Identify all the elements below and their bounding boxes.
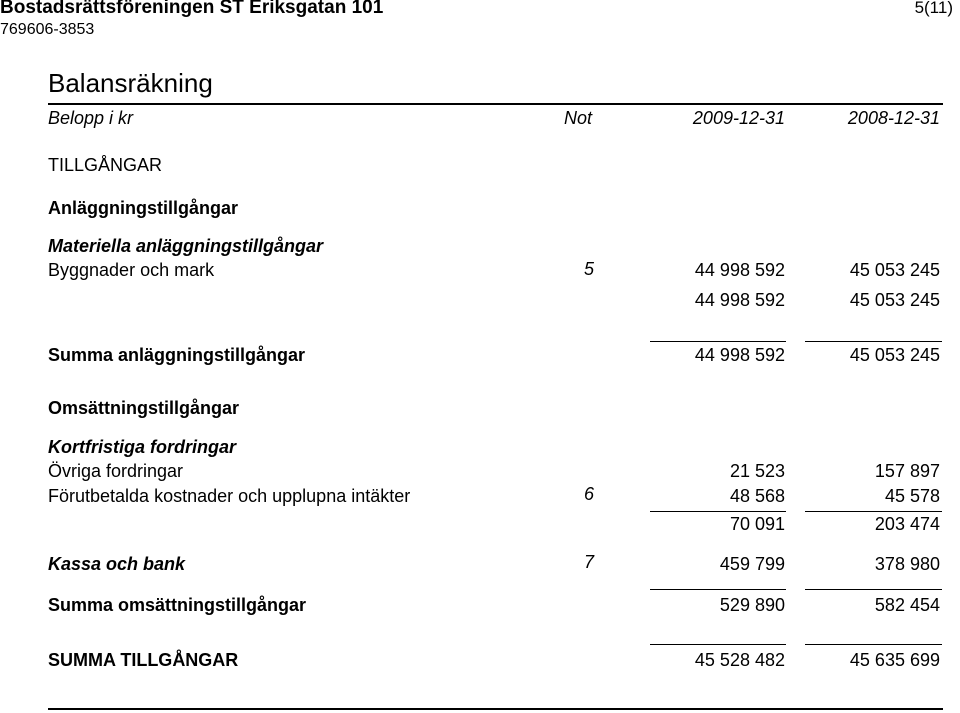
row-value-year2: 45 578 (884, 486, 940, 506)
sum-rule-year1 (650, 341, 786, 342)
organization-number: 769606-3853 (0, 21, 95, 38)
subtotal-year2: 45 053 245 (849, 290, 940, 310)
sum-current-assets-year2: 582 454 (874, 595, 940, 615)
cash-and-bank-year2: 378 980 (874, 554, 940, 574)
sum-current-rule-year2 (805, 589, 942, 590)
row-value-year1: 44 998 592 (694, 260, 785, 280)
organization-name: Bostadsrättsföreningen ST Eriksgatan 101 (0, 0, 384, 18)
bottom-rule (48, 708, 943, 710)
column-header-year2: 2008-12-31 (847, 108, 940, 128)
sum-fixed-assets-year2: 45 053 245 (849, 345, 940, 365)
row-value-year2: 157 897 (874, 461, 940, 481)
subtotal-rule-year2 (805, 511, 942, 512)
sum-fixed-assets-label: Summa anläggningstillgångar (48, 345, 306, 365)
row-label: Byggnader och mark (48, 260, 215, 280)
receivables-subtotal-year2: 203 474 (874, 514, 940, 534)
fixed-assets-heading: Anläggningstillgångar (48, 198, 239, 218)
sum-current-assets-year1: 529 890 (719, 595, 785, 615)
row-label: Övriga fordringar (48, 461, 184, 481)
row-note: 5 (584, 259, 595, 279)
total-rule-year2 (805, 644, 942, 645)
row-value-year1: 21 523 (729, 461, 785, 481)
sum-rule-year2 (805, 341, 942, 342)
receivables-heading: Kortfristiga fordringar (48, 437, 237, 457)
total-assets-year2: 45 635 699 (849, 650, 940, 670)
page-number: 5(11) (914, 0, 953, 17)
tangible-assets-heading: Materiella anläggningstillgångar (48, 236, 324, 256)
row-note: 6 (584, 484, 595, 504)
subtotal-rule-year1 (650, 511, 786, 512)
total-rule-year1 (650, 644, 786, 645)
total-assets-label: SUMMA TILLGÅNGAR (48, 650, 239, 670)
sum-current-assets-label: Summa omsättningstillgångar (48, 595, 307, 615)
cash-and-bank-label: Kassa och bank (48, 554, 186, 574)
total-assets-year1: 45 528 482 (694, 650, 785, 670)
page-title: Balansräkning (48, 68, 213, 98)
subtotal-year1: 44 998 592 (694, 290, 785, 310)
current-assets-heading: Omsättningstillgångar (48, 398, 240, 418)
receivables-subtotal-year1: 70 091 (729, 514, 785, 534)
column-header-label: Belopp i kr (48, 108, 134, 128)
cash-and-bank-year1: 459 799 (719, 554, 785, 574)
section-heading-assets: TILLGÅNGAR (48, 155, 163, 175)
cash-and-bank-note: 7 (584, 552, 595, 572)
row-value-year2: 45 053 245 (849, 260, 940, 280)
sum-fixed-assets-year1: 44 998 592 (694, 345, 785, 365)
row-label: Förutbetalda kostnader och upplupna intäkter (48, 486, 411, 506)
column-header-note: Not (564, 108, 593, 128)
sum-current-rule-year1 (650, 589, 786, 590)
row-value-year1: 48 568 (729, 486, 785, 506)
title-rule (48, 103, 943, 105)
column-header-year1: 2009-12-31 (692, 108, 785, 128)
